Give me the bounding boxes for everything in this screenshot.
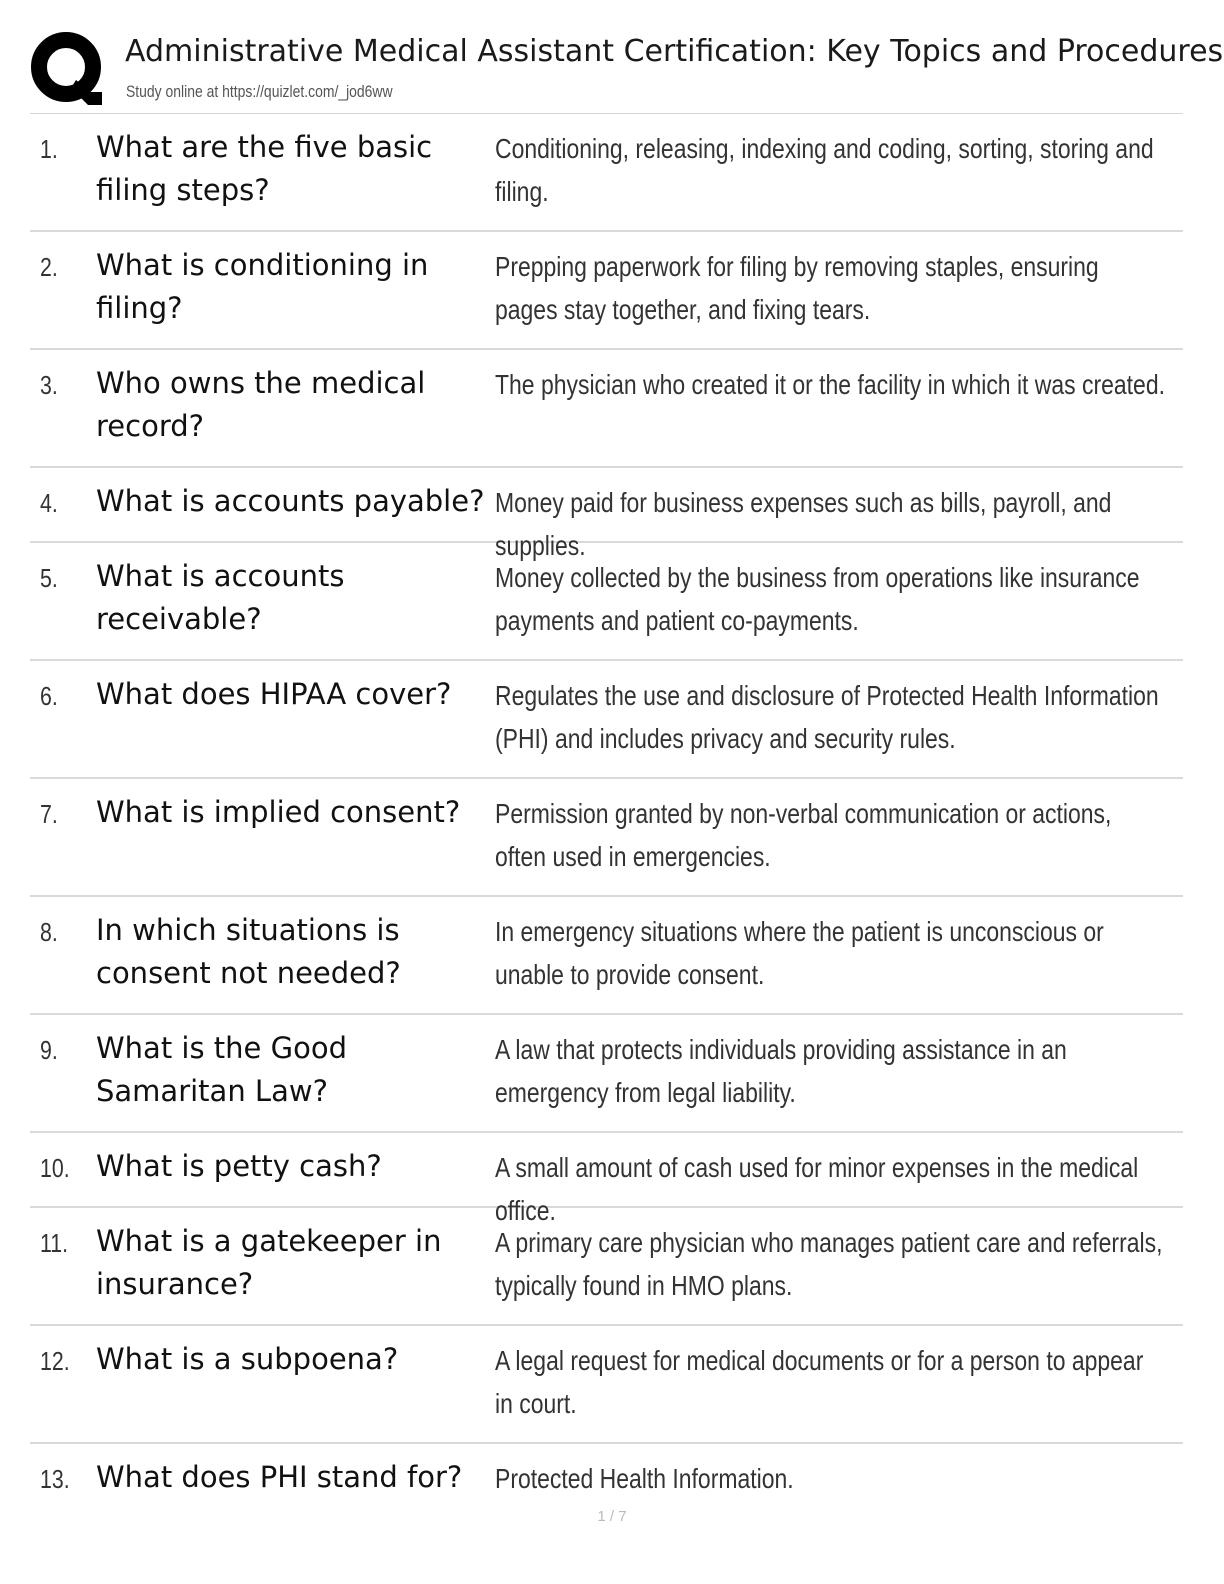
card-term: What is implied consent?: [96, 795, 461, 829]
flashcard-row: [30, 1133, 1183, 1226]
card-term: Who owns the medical record?: [96, 366, 426, 443]
card-number: 13.: [40, 1464, 70, 1494]
card-definition: Money paid for business expenses such as bills, payroll, and supplies.: [495, 487, 1112, 561]
card-definition: A small amount of cash used for minor expenses in the medical office.: [495, 1152, 1139, 1226]
card-definition: The physician who created it or the facility in which it was created.: [495, 369, 1165, 400]
card-definition: Conditioning, releasing, indexing and coding, sorting, storing and filing.: [495, 133, 1154, 207]
flashcard-row: [30, 661, 1183, 779]
card-definition: Protected Health Information.: [495, 1463, 794, 1494]
card-number: 12.: [40, 1346, 70, 1376]
card-term: What is petty cash?: [96, 1149, 382, 1183]
flashcard-row: [30, 1208, 1183, 1326]
card-number: 5.: [40, 563, 58, 593]
card-definition: A legal request for medical documents or for a person to appear in court.: [495, 1345, 1144, 1419]
card-term: In which situations is consent not needed?: [96, 913, 401, 990]
card-number: 3.: [40, 370, 58, 400]
card-term: What does HIPAA cover?: [96, 677, 452, 711]
card-definition: Money collected by the business from operations like insurance payments and patient co-payments.: [495, 562, 1140, 636]
flashcard-row: [30, 897, 1183, 1015]
card-term: What is a subpoena?: [96, 1342, 399, 1376]
flashcard-row: [30, 779, 1183, 897]
card-definition: A law that protects individuals providing assistance in an emergency from legal liability.: [495, 1034, 1067, 1108]
card-number: 4.: [40, 488, 58, 518]
card-number: 6.: [40, 681, 58, 711]
flashcard-row: [30, 468, 1183, 561]
card-term: What does PHI stand for?: [96, 1460, 463, 1494]
flashcard-row: [30, 114, 1183, 232]
card-number: 11.: [40, 1228, 69, 1258]
card-term: What is accounts receivable?: [96, 559, 345, 636]
card-term: What is a gatekeeper in insurance?: [96, 1224, 442, 1301]
page-number: 1 / 7: [597, 1508, 627, 1525]
card-definition: Prepping paperwork for filing by removing staples, ensuring pages stay together, and fixing tears.: [495, 251, 1099, 325]
card-number: 1.: [40, 134, 58, 164]
card-definition: A primary care physician who manages patient care and referrals, typically found in HMO plans.: [495, 1227, 1163, 1301]
flashcard-list: [30, 114, 1183, 1524]
card-number: 9.: [40, 1035, 58, 1065]
card-number: 8.: [40, 917, 58, 947]
flashcard-row: [30, 232, 1183, 350]
flashcard-row: [30, 1326, 1183, 1444]
card-term: What is accounts payable?: [96, 484, 485, 518]
card-definition: Permission granted by non-verbal communication or actions, often used in emergencies.: [495, 798, 1112, 872]
study-online-link[interactable]: Study online at https://quizlet.com/_jod6ww: [126, 82, 393, 101]
card-definition: In emergency situations where the patient is unconscious or unable to provide consent.: [495, 916, 1104, 990]
card-term: What are the five basic filing steps?: [96, 130, 433, 207]
flashcard-row: [30, 1015, 1183, 1133]
card-term: What is conditioning in filing?: [96, 248, 429, 325]
quizlet-logo-icon: [30, 30, 106, 106]
card-definition: Regulates the use and disclosure of Protected Health Information (PHI) and includes privacy and security rules.: [495, 680, 1159, 754]
flashcard-row: [30, 543, 1183, 661]
card-number: 2.: [40, 252, 58, 282]
document-title: Administrative Medical Assistant Certification: Key Topics and Procedures: [125, 34, 1224, 69]
card-number: 10.: [40, 1153, 70, 1183]
card-number: 7.: [40, 799, 58, 829]
flashcard-row: [30, 350, 1183, 468]
card-term: What is the Good Samaritan Law?: [96, 1031, 347, 1108]
